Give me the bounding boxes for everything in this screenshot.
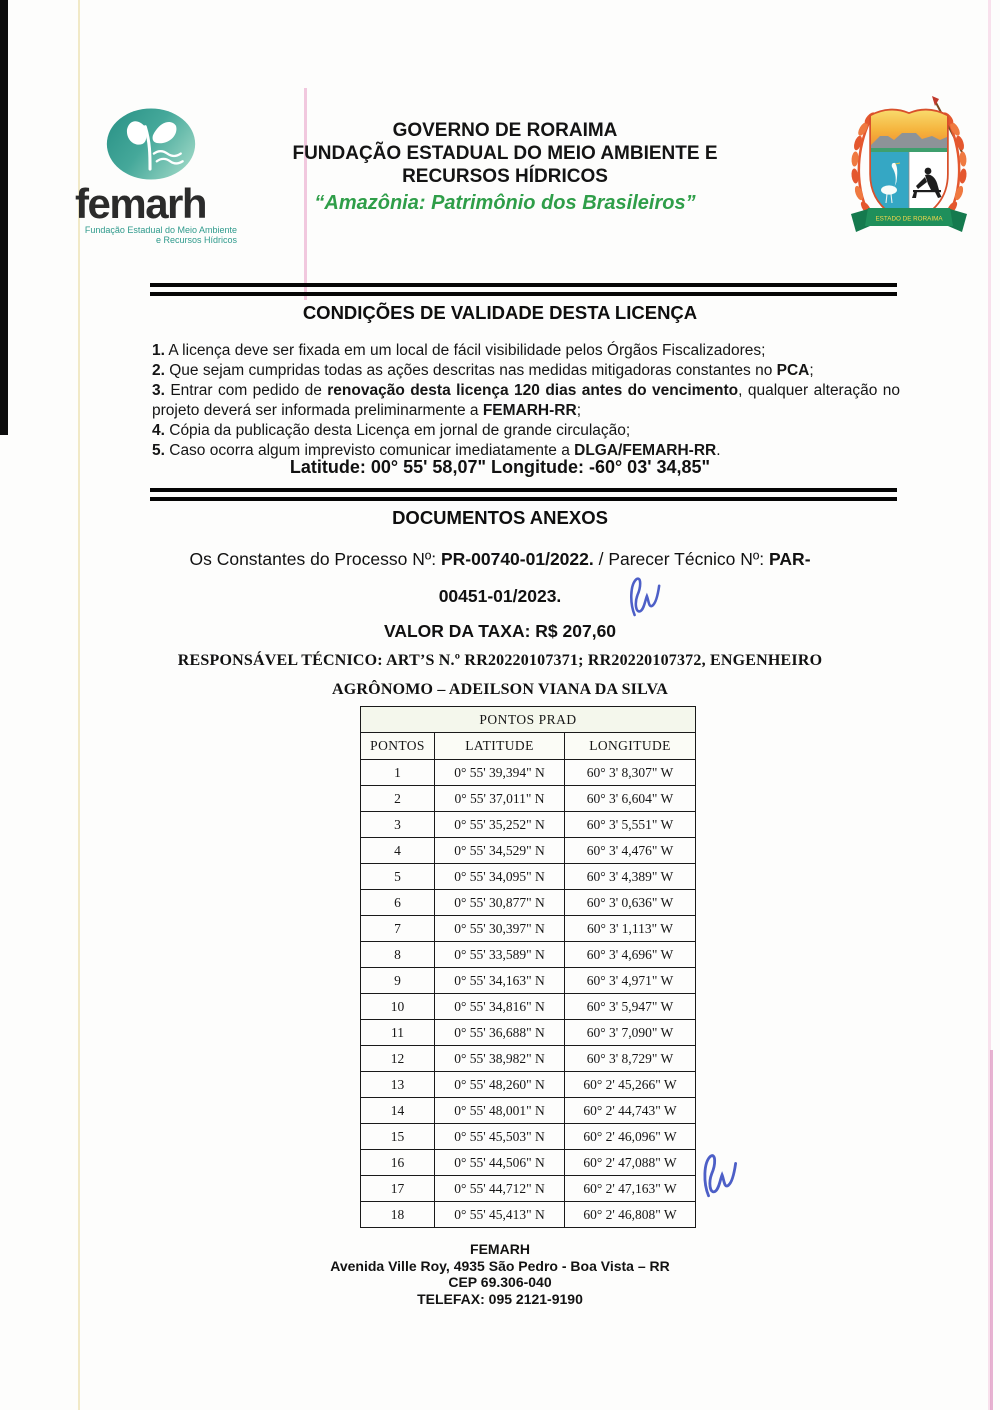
cell-longitude: 60° 2' 46,096" W: [565, 1124, 696, 1150]
cell-latitude: 0° 55' 48,260" N: [435, 1072, 565, 1098]
femarh-tagline: Fundação Estadual do Meio Ambiente e Recursos Hídricos: [84, 225, 237, 245]
table-row: [361, 786, 696, 812]
table-row: [361, 968, 696, 994]
coat-banner-text: ESTADO DE RORAIMA: [875, 215, 943, 223]
cell-longitude: 60° 3' 7,090" W: [565, 1020, 696, 1046]
femarh-leaf-icon: [103, 103, 199, 185]
cell-ponto: 17: [361, 1176, 435, 1202]
cell-latitude: 0° 55' 34,095" N: [435, 864, 565, 890]
cell-longitude: 60° 3' 4,476" W: [565, 838, 696, 864]
conditions-list: [152, 341, 900, 461]
responsible-tech-line1: RESPONSÁVEL TÉCNICO: ART’S N.º RR20220107371; RR20220107372, ENGENHEIRO: [177, 652, 823, 669]
table-row: [361, 942, 696, 968]
table-row: [361, 1098, 696, 1124]
col-header-latitude: LATITUDE: [435, 733, 565, 760]
condition-item-4: 4. Cópia da publicação desta Licença em jornal de grande circulação;: [152, 422, 631, 439]
cell-ponto: 2: [361, 786, 435, 812]
cell-ponto: 7: [361, 916, 435, 942]
condition-item-5: 5. Caso ocorra algum imprevisto comunicar imediatamente a DLGA/FEMARH-RR.: [152, 442, 721, 459]
scan-crease-line: [990, 1050, 993, 1410]
cell-ponto: 11: [361, 1020, 435, 1046]
cell-latitude: 0° 55' 39,394" N: [435, 760, 565, 786]
cell-latitude: 0° 55' 34,529" N: [435, 838, 565, 864]
org-name-line1: FUNDAÇÃO ESTADUAL DO MEIO AMBIENTE E: [292, 143, 718, 164]
cell-longitude: 60° 2' 47,088" W: [565, 1150, 696, 1176]
cell-latitude: 0° 55' 37,011" N: [435, 786, 565, 812]
section-divider: [150, 488, 897, 501]
table-row: [361, 1202, 696, 1228]
cell-longitude: 60° 3' 5,947" W: [565, 994, 696, 1020]
handwritten-initials: [701, 1152, 739, 1202]
table-row: [361, 1046, 696, 1072]
table-row: [361, 994, 696, 1020]
header-org-block: [235, 119, 775, 215]
table-row: [361, 812, 696, 838]
cell-longitude: 60° 3' 4,696" W: [565, 942, 696, 968]
handwritten-initials: [628, 575, 662, 621]
cell-latitude: 0° 55' 34,163" N: [435, 968, 565, 994]
cell-ponto: 13: [361, 1072, 435, 1098]
gov-title: GOVERNO DE RORAIMA: [392, 120, 618, 141]
footer-org: FEMARH: [470, 1241, 530, 1257]
section-divider: [150, 283, 897, 296]
cell-latitude: 0° 55' 35,252" N: [435, 812, 565, 838]
table-row: [361, 864, 696, 890]
cell-longitude: 60° 3' 5,551" W: [565, 812, 696, 838]
cell-latitude: 0° 55' 45,503" N: [435, 1124, 565, 1150]
cell-longitude: 60° 3' 0,636" W: [565, 890, 696, 916]
cell-latitude: 0° 55' 44,506" N: [435, 1150, 565, 1176]
table-row: [361, 1150, 696, 1176]
cell-latitude: 0° 55' 30,397" N: [435, 916, 565, 942]
table-row: [361, 1176, 696, 1202]
cell-ponto: 18: [361, 1202, 435, 1228]
table-row: [361, 760, 696, 786]
conditions-title: CONDIÇÕES DE VALIDADE DESTA LICENÇA: [302, 302, 698, 323]
cell-longitude: 60° 3' 1,113" W: [565, 916, 696, 942]
cell-longitude: 60° 2' 47,163" W: [565, 1176, 696, 1202]
cell-longitude: 60° 3' 8,729" W: [565, 1046, 696, 1072]
cell-latitude: 0° 55' 44,712" N: [435, 1176, 565, 1202]
responsible-tech-line2: AGRÔNOMO – ADEILSON VIANA DA SILVA: [332, 681, 668, 698]
cell-ponto: 10: [361, 994, 435, 1020]
cell-latitude: 0° 55' 30,877" N: [435, 890, 565, 916]
col-header-longitude: LONGITUDE: [565, 733, 696, 760]
footer-telefax: TELEFAX: 095 2121-9190: [417, 1290, 583, 1307]
table-row: [361, 838, 696, 864]
femarh-wordmark: femarh: [75, 180, 207, 227]
cell-ponto: 16: [361, 1150, 435, 1176]
cell-longitude: 60° 3' 8,307" W: [565, 760, 696, 786]
tax-value-line: VALOR DA TAXA: R$ 207,60: [383, 621, 617, 641]
document-footer: [0, 1241, 1000, 1307]
cell-ponto: 12: [361, 1046, 435, 1072]
coat-banner: [851, 208, 967, 232]
femarh-logo: [75, 103, 250, 245]
cell-longitude: 60° 2' 46,808" W: [565, 1202, 696, 1228]
cell-ponto: 6: [361, 890, 435, 916]
condition-item-3: 3. Entrar com pedido de renovação desta licença 120 dias antes do vencimento, qualquer alteração no projeto deverá ser informada preliminarmente a FEMARH-RR;: [152, 382, 900, 419]
process-number-line: Os Constantes do Processo Nº: PR-00740-01/2022. / Parecer Técnico Nº: PAR-: [189, 549, 811, 569]
cell-longitude: 60° 3' 4,389" W: [565, 864, 696, 890]
footer-cep: CEP 69.306-040: [448, 1274, 552, 1290]
table-row: [361, 1072, 696, 1098]
condition-item-2: 2. Que sejam cumpridas todas as ações descritas nas medidas mitigadoras constantes no PCA;: [152, 362, 814, 379]
condition-item-1: 1. A licença deve ser fixada em um local de fácil visibilidade pelos Órgãos Fiscalizadores;: [152, 342, 766, 359]
annex-title: DOCUMENTOS ANEXOS: [392, 507, 608, 528]
cell-longitude: 60° 2' 44,743" W: [565, 1098, 696, 1124]
col-header-pontos: PONTOS: [361, 733, 435, 760]
cell-latitude: 0° 55' 34,816" N: [435, 994, 565, 1020]
table-row: [361, 1124, 696, 1150]
org-name-line2: RECURSOS HÍDRICOS: [402, 166, 608, 187]
cell-longitude: 60° 2' 45,266" W: [565, 1072, 696, 1098]
cell-ponto: 5: [361, 864, 435, 890]
table-row: [361, 1020, 696, 1046]
cell-ponto: 14: [361, 1098, 435, 1124]
license-coordinates: Latitude: 00° 55' 58,07" Longitude: -60° 03' 34,85": [289, 457, 711, 477]
table-row: [361, 890, 696, 916]
cell-ponto: 8: [361, 942, 435, 968]
cell-ponto: 4: [361, 838, 435, 864]
footer-address: Avenida Ville Roy, 4935 São Pedro - Boa Vista – RR: [330, 1257, 670, 1274]
cell-ponto: 3: [361, 812, 435, 838]
cell-ponto: 15: [361, 1124, 435, 1150]
cell-longitude: 60° 3' 6,604" W: [565, 786, 696, 812]
scan-edge-artifact: [0, 0, 8, 435]
roraima-coat-of-arms: [843, 96, 975, 248]
cell-ponto: 9: [361, 968, 435, 994]
cell-latitude: 0° 55' 38,982" N: [435, 1046, 565, 1072]
parecer-number-line: 00451-01/2023.: [438, 586, 562, 606]
cell-ponto: 1: [361, 760, 435, 786]
cell-longitude: 60° 3' 4,971" W: [565, 968, 696, 994]
cell-latitude: 0° 55' 36,688" N: [435, 1020, 565, 1046]
table-title: PONTOS PRAD: [361, 707, 696, 733]
amazonia-slogan: “Amazônia: Patrimônio dos Brasileiros”: [314, 192, 696, 214]
cell-latitude: 0° 55' 33,589" N: [435, 942, 565, 968]
cell-latitude: 0° 55' 48,001" N: [435, 1098, 565, 1124]
cell-latitude: 0° 55' 45,413" N: [435, 1202, 565, 1228]
table-row: [361, 916, 696, 942]
pontos-prad-table: [360, 706, 696, 1228]
